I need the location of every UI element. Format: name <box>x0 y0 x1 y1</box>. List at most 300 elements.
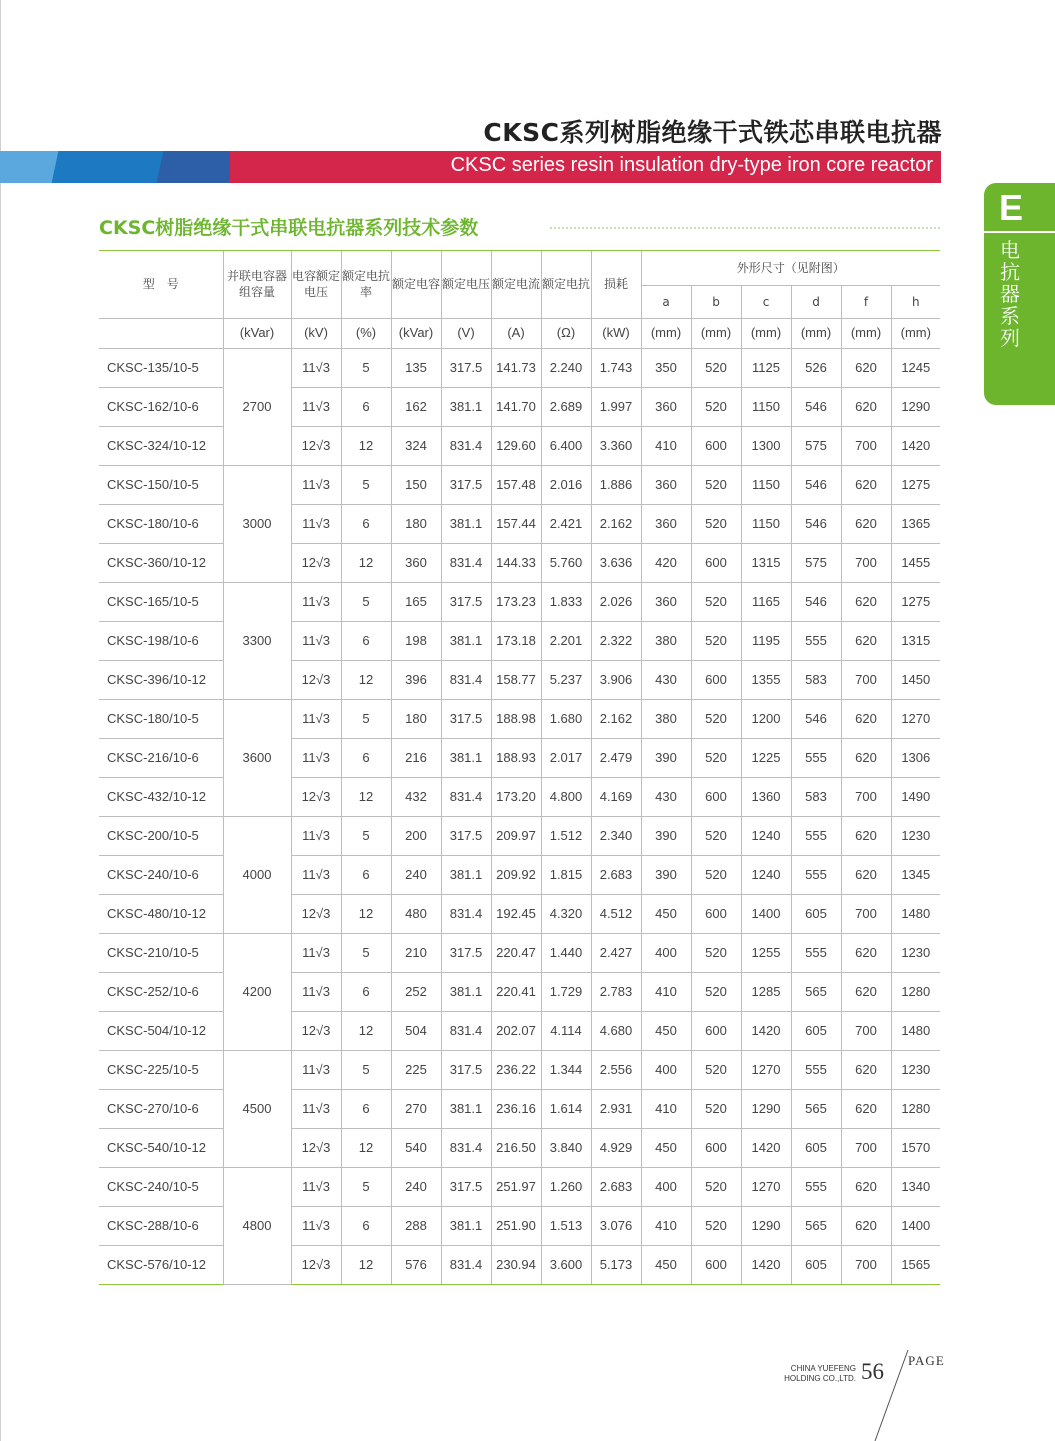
table-cell: 450 <box>641 1245 691 1284</box>
table-cell: 2.689 <box>541 387 591 426</box>
table-cell: 11√3 <box>291 855 341 894</box>
cell-model: CKSC-200/10-5 <box>99 816 223 855</box>
table-cell: 520 <box>691 699 741 738</box>
table-cell: 605 <box>791 894 841 933</box>
table-cell: 700 <box>841 777 891 816</box>
table-cell: 6 <box>341 621 391 660</box>
header-dimensions: 外形尺寸（见附图） <box>641 251 940 285</box>
table-cell: 173.18 <box>491 621 541 660</box>
table-cell: 5 <box>341 465 391 504</box>
unit-blank <box>99 318 223 348</box>
table-cell: 157.48 <box>491 465 541 504</box>
table-cell: 12 <box>341 660 391 699</box>
table-row <box>99 465 940 504</box>
table-cell: 700 <box>841 543 891 582</box>
table-cell: 12 <box>341 1011 391 1050</box>
table-cell: 216 <box>391 738 441 777</box>
table-cell: 5 <box>341 1050 391 1089</box>
unit-cell: (mm) <box>641 318 691 348</box>
table-cell: 209.92 <box>491 855 541 894</box>
table-cell: 605 <box>791 1128 841 1167</box>
table-cell: 1200 <box>741 699 791 738</box>
table-cell: 12 <box>341 543 391 582</box>
header-loss: 损耗 <box>591 251 641 318</box>
unit-cell: (mm) <box>841 318 891 348</box>
unit-cell: (mm) <box>691 318 741 348</box>
header-bank-capacity: 并联电容器组容量 <box>223 251 291 318</box>
table-cell: 6 <box>341 504 391 543</box>
table-cell: 129.60 <box>491 426 541 465</box>
table-cell: 1150 <box>741 465 791 504</box>
table-cell: 141.70 <box>491 387 541 426</box>
unit-cell: (V) <box>441 318 491 348</box>
table-cell: 220.47 <box>491 933 541 972</box>
table-cell: 1315 <box>741 543 791 582</box>
header-dim-c: c <box>741 285 791 318</box>
table-cell: 396 <box>391 660 441 699</box>
table-cell: 1.512 <box>541 816 591 855</box>
table-cell: 3.600 <box>541 1245 591 1284</box>
table-cell: 2.026 <box>591 582 641 621</box>
footer-company-line1: CHINA YUEFENG <box>790 1364 856 1373</box>
cell-model: CKSC-240/10-5 <box>99 1167 223 1206</box>
table-cell: 4.169 <box>591 777 641 816</box>
table-cell: 1275 <box>891 582 940 621</box>
table-cell: 150 <box>391 465 441 504</box>
table-row <box>99 699 940 738</box>
cell-model: CKSC-198/10-6 <box>99 621 223 660</box>
table-cell: 1.344 <box>541 1050 591 1089</box>
table-cell: 173.23 <box>491 582 541 621</box>
table-cell: 555 <box>791 1050 841 1089</box>
table-cell: 1245 <box>891 348 940 387</box>
header-rated-voltage: 额定电压 <box>441 251 491 318</box>
side-tab-divider <box>984 231 1055 233</box>
cell-model: CKSC-180/10-6 <box>99 504 223 543</box>
table-cell: 6 <box>341 855 391 894</box>
table-cell: 620 <box>841 972 891 1011</box>
cell-model: CKSC-396/10-12 <box>99 660 223 699</box>
table-cell: 410 <box>641 1206 691 1245</box>
table-cell: 520 <box>691 621 741 660</box>
table-cell: 12√3 <box>291 426 341 465</box>
table-cell: 288 <box>391 1206 441 1245</box>
table-cell: 2.322 <box>591 621 641 660</box>
table-cell: 700 <box>841 1245 891 1284</box>
table-cell: 317.5 <box>441 465 491 504</box>
table-cell: 520 <box>691 387 741 426</box>
table-cell: 1365 <box>891 504 940 543</box>
header-dim-a: a <box>641 285 691 318</box>
table-cell: 400 <box>641 933 691 972</box>
footer-company-line2: HOLDING CO.,LTD. <box>784 1374 856 1383</box>
table-cell: 4.680 <box>591 1011 641 1050</box>
cell-model: CKSC-540/10-12 <box>99 1128 223 1167</box>
table-cell: 381.1 <box>441 855 491 894</box>
table-cell: 236.16 <box>491 1089 541 1128</box>
table-cell: 2.162 <box>591 699 641 738</box>
table-cell: 1.833 <box>541 582 591 621</box>
table-cell: 1.743 <box>591 348 641 387</box>
table-cell: 1360 <box>741 777 791 816</box>
table-cell: 3.840 <box>541 1128 591 1167</box>
unit-cell: (%) <box>341 318 391 348</box>
table-cell: 188.93 <box>491 738 541 777</box>
table-cell: 12 <box>341 1245 391 1284</box>
table-cell: 5 <box>341 816 391 855</box>
table-cell: 410 <box>641 426 691 465</box>
table-cell: 620 <box>841 348 891 387</box>
side-category-tab[interactable] <box>984 183 1055 405</box>
page-title-en: CKSC series resin insulation dry-type iron core reactor <box>450 154 933 176</box>
table-row <box>99 582 940 621</box>
header-model: 型 号 <box>99 251 223 318</box>
table-cell: 831.4 <box>441 1128 491 1167</box>
table-cell: 12√3 <box>291 777 341 816</box>
table-cell: 605 <box>791 1011 841 1050</box>
table-cell: 831.4 <box>441 660 491 699</box>
cell-model: CKSC-324/10-12 <box>99 426 223 465</box>
table-cell: 526 <box>791 348 841 387</box>
table-cell: 11√3 <box>291 348 341 387</box>
header-cap-voltage: 电容额定电压 <box>291 251 341 318</box>
table-cell: 583 <box>791 777 841 816</box>
table-cell: 700 <box>841 1128 891 1167</box>
table-cell: 1.513 <box>541 1206 591 1245</box>
table-cell: 165 <box>391 582 441 621</box>
table-cell: 575 <box>791 426 841 465</box>
cell-model: CKSC-270/10-6 <box>99 1089 223 1128</box>
cell-model: CKSC-480/10-12 <box>99 894 223 933</box>
table-cell: 381.1 <box>441 621 491 660</box>
table-cell: 4.114 <box>541 1011 591 1050</box>
table-cell: 317.5 <box>441 582 491 621</box>
table-cell: 12 <box>341 1128 391 1167</box>
table-cell: 1225 <box>741 738 791 777</box>
table-cell: 620 <box>841 1050 891 1089</box>
table-cell: 1.997 <box>591 387 641 426</box>
table-cell: 400 <box>641 1167 691 1206</box>
page-label: PAGE <box>908 1353 945 1368</box>
table-cell: 12 <box>341 894 391 933</box>
table-cell: 6 <box>341 738 391 777</box>
table-cell: 1420 <box>741 1128 791 1167</box>
table-cell: 317.5 <box>441 816 491 855</box>
table-cell: 620 <box>841 816 891 855</box>
table-cell: 2.016 <box>541 465 591 504</box>
table-cell: 520 <box>691 816 741 855</box>
table-cell: 3.360 <box>591 426 641 465</box>
table-cell: 520 <box>691 1167 741 1206</box>
table-cell: 1420 <box>741 1245 791 1284</box>
spec-table <box>99 251 940 1285</box>
table-cell: 6 <box>341 1089 391 1128</box>
table-cell: 831.4 <box>441 426 491 465</box>
table-cell: 700 <box>841 894 891 933</box>
cell-model: CKSC-225/10-5 <box>99 1050 223 1089</box>
table-cell: 1345 <box>891 855 940 894</box>
table-cell: 380 <box>641 621 691 660</box>
table-cell: 220.41 <box>491 972 541 1011</box>
table-cell: 831.4 <box>441 543 491 582</box>
banner-stripe-dark-blue <box>157 151 239 183</box>
header-reactance-rate: 额定电抗率 <box>341 251 391 318</box>
cell-model: CKSC-210/10-5 <box>99 933 223 972</box>
table-cell: 2.556 <box>591 1050 641 1089</box>
table-cell: 555 <box>791 933 841 972</box>
table-cell: 600 <box>691 660 741 699</box>
cell-model: CKSC-288/10-6 <box>99 1206 223 1245</box>
table-cell: 520 <box>691 465 741 504</box>
table-cell: 2.683 <box>591 855 641 894</box>
table-cell: 520 <box>691 582 741 621</box>
table-cell: 1285 <box>741 972 791 1011</box>
table-cell: 430 <box>641 660 691 699</box>
table-cell: 520 <box>691 972 741 1011</box>
table-cell: 620 <box>841 582 891 621</box>
table-cell: 12√3 <box>291 1245 341 1284</box>
table-cell: 1240 <box>741 816 791 855</box>
table-cell: 2.162 <box>591 504 641 543</box>
table-cell: 3.636 <box>591 543 641 582</box>
table-cell: 430 <box>641 777 691 816</box>
table-cell: 2.421 <box>541 504 591 543</box>
table-cell: 11√3 <box>291 1089 341 1128</box>
table-cell: 209.97 <box>491 816 541 855</box>
table-cell: 240 <box>391 855 441 894</box>
cell-model: CKSC-180/10-5 <box>99 699 223 738</box>
table-cell: 1165 <box>741 582 791 621</box>
table-cell: 1290 <box>741 1206 791 1245</box>
table-cell: 520 <box>691 933 741 972</box>
table-cell: 12 <box>341 777 391 816</box>
table-cell: 1480 <box>891 894 940 933</box>
cell-bank-capacity: 4200 <box>223 933 291 1050</box>
table-cell: 3.076 <box>591 1206 641 1245</box>
header-dim-d: d <box>791 285 841 318</box>
header-dim-f: f <box>841 285 891 318</box>
table-cell: 141.73 <box>491 348 541 387</box>
table-cell: 520 <box>691 1206 741 1245</box>
table-cell: 1.886 <box>591 465 641 504</box>
table-cell: 1490 <box>891 777 940 816</box>
table-cell: 546 <box>791 582 841 621</box>
table-cell: 317.5 <box>441 699 491 738</box>
table-cell: 1300 <box>741 426 791 465</box>
table-cell: 360 <box>391 543 441 582</box>
cell-model: CKSC-360/10-12 <box>99 543 223 582</box>
table-cell: 4.800 <box>541 777 591 816</box>
table-cell: 520 <box>691 348 741 387</box>
table-cell: 390 <box>641 816 691 855</box>
cell-model: CKSC-162/10-6 <box>99 387 223 426</box>
table-cell: 410 <box>641 1089 691 1128</box>
table-cell: 546 <box>791 504 841 543</box>
table-cell: 600 <box>691 1128 741 1167</box>
cell-bank-capacity: 3300 <box>223 582 291 699</box>
table-cell: 555 <box>791 855 841 894</box>
table-cell: 565 <box>791 1089 841 1128</box>
table-cell: 317.5 <box>441 1050 491 1089</box>
table-cell: 576 <box>391 1245 441 1284</box>
table-cell: 1.680 <box>541 699 591 738</box>
table-cell: 555 <box>791 816 841 855</box>
table-cell: 12√3 <box>291 660 341 699</box>
cell-model: CKSC-150/10-5 <box>99 465 223 504</box>
table-cell: 11√3 <box>291 816 341 855</box>
table-cell: 1275 <box>891 465 940 504</box>
table-cell: 6 <box>341 1206 391 1245</box>
unit-cell: (Ω) <box>541 318 591 348</box>
table-cell: 546 <box>791 465 841 504</box>
table-cell: 620 <box>841 1089 891 1128</box>
table-cell: 700 <box>841 426 891 465</box>
table-cell: 1195 <box>741 621 791 660</box>
table-cell: 1280 <box>891 1089 940 1128</box>
table-cell: 520 <box>691 504 741 543</box>
table-cell: 620 <box>841 738 891 777</box>
table-cell: 6 <box>341 972 391 1011</box>
table-cell: 620 <box>841 699 891 738</box>
table-cell: 12√3 <box>291 543 341 582</box>
table-cell: 575 <box>791 543 841 582</box>
table-cell: 700 <box>841 1011 891 1050</box>
table-cell: 605 <box>791 1245 841 1284</box>
table-cell: 5.760 <box>541 543 591 582</box>
table-cell: 831.4 <box>441 1245 491 1284</box>
table-cell: 192.45 <box>491 894 541 933</box>
table-cell: 520 <box>691 1050 741 1089</box>
table-cell: 600 <box>691 894 741 933</box>
table-cell: 12 <box>341 426 391 465</box>
table-cell: 555 <box>791 1167 841 1206</box>
table-cell: 11√3 <box>291 699 341 738</box>
table-cell: 317.5 <box>441 933 491 972</box>
table-cell: 1565 <box>891 1245 940 1284</box>
table-cell: 162 <box>391 387 441 426</box>
table-cell: 2.240 <box>541 348 591 387</box>
table-cell: 600 <box>691 1011 741 1050</box>
table-cell: 2.479 <box>591 738 641 777</box>
table-cell: 240 <box>391 1167 441 1206</box>
table-cell: 350 <box>641 348 691 387</box>
cell-model: CKSC-135/10-5 <box>99 348 223 387</box>
table-cell: 1150 <box>741 504 791 543</box>
unit-cell: (kVar) <box>391 318 441 348</box>
cell-bank-capacity: 3000 <box>223 465 291 582</box>
table-cell: 620 <box>841 1206 891 1245</box>
table-cell: 317.5 <box>441 348 491 387</box>
table-cell: 251.97 <box>491 1167 541 1206</box>
side-tab-label: 电抗器系列 <box>1000 238 1020 350</box>
table-cell: 11√3 <box>291 933 341 972</box>
table-cell: 158.77 <box>491 660 541 699</box>
page-title-cn: CKSC系列树脂绝缘干式铁芯串联电抗器 <box>483 118 942 147</box>
unit-cell: (A) <box>491 318 541 348</box>
table-cell: 11√3 <box>291 1167 341 1206</box>
table-cell: 565 <box>791 1206 841 1245</box>
table-cell: 12√3 <box>291 1011 341 1050</box>
table-cell: 4.512 <box>591 894 641 933</box>
table-cell: 600 <box>691 1245 741 1284</box>
table-cell: 188.98 <box>491 699 541 738</box>
table-cell: 11√3 <box>291 582 341 621</box>
cell-bank-capacity: 4500 <box>223 1050 291 1167</box>
table-cell: 1420 <box>891 426 940 465</box>
table-cell: 135 <box>391 348 441 387</box>
table-row <box>99 933 940 972</box>
table-cell: 400 <box>641 1050 691 1089</box>
table-cell: 144.33 <box>491 543 541 582</box>
table-cell: 180 <box>391 504 441 543</box>
table-cell: 210 <box>391 933 441 972</box>
page-number: 56 <box>861 1359 884 1384</box>
table-cell: 1.260 <box>541 1167 591 1206</box>
table-cell: 1150 <box>741 387 791 426</box>
table-cell: 380 <box>641 699 691 738</box>
table-cell: 600 <box>691 777 741 816</box>
table-cell: 200 <box>391 816 441 855</box>
cell-bank-capacity: 3600 <box>223 699 291 816</box>
table-cell: 1270 <box>741 1167 791 1206</box>
table-cell: 11√3 <box>291 387 341 426</box>
cell-model: CKSC-240/10-6 <box>99 855 223 894</box>
table-cell: 1125 <box>741 348 791 387</box>
table-cell: 620 <box>841 621 891 660</box>
table-cell: 2.427 <box>591 933 641 972</box>
table-cell: 1270 <box>891 699 940 738</box>
table-cell: 390 <box>641 855 691 894</box>
table-cell: 600 <box>691 426 741 465</box>
table-cell: 11√3 <box>291 738 341 777</box>
section-title-dotted-rule <box>550 227 940 229</box>
table-cell: 2.017 <box>541 738 591 777</box>
table-cell: 620 <box>841 465 891 504</box>
table-cell: 317.5 <box>441 1167 491 1206</box>
section-title: CKSC树脂绝缘干式串联电抗器系列技术参数 <box>99 217 479 239</box>
header-rated-reactance: 额定电抗 <box>541 251 591 318</box>
table-cell: 390 <box>641 738 691 777</box>
table-cell: 381.1 <box>441 504 491 543</box>
table-cell: 831.4 <box>441 1011 491 1050</box>
table-cell: 12√3 <box>291 1128 341 1167</box>
table-cell: 546 <box>791 387 841 426</box>
table-cell: 1.614 <box>541 1089 591 1128</box>
table-cell: 251.90 <box>491 1206 541 1245</box>
table-cell: 480 <box>391 894 441 933</box>
table-cell: 555 <box>791 738 841 777</box>
table-cell: 2.931 <box>591 1089 641 1128</box>
table-cell: 1.440 <box>541 933 591 972</box>
table-cell: 450 <box>641 1011 691 1050</box>
table-cell: 5 <box>341 933 391 972</box>
table-cell: 1450 <box>891 660 940 699</box>
table-cell: 225 <box>391 1050 441 1089</box>
table-cell: 1480 <box>891 1011 940 1050</box>
table-cell: 1570 <box>891 1128 940 1167</box>
spec-table-body <box>99 348 940 1284</box>
table-cell: 198 <box>391 621 441 660</box>
table-cell: 620 <box>841 504 891 543</box>
table-cell: 1230 <box>891 816 940 855</box>
table-cell: 2.340 <box>591 816 641 855</box>
table-cell: 1290 <box>891 387 940 426</box>
table-cell: 600 <box>691 543 741 582</box>
table-cell: 1400 <box>741 894 791 933</box>
cell-model: CKSC-252/10-6 <box>99 972 223 1011</box>
table-cell: 11√3 <box>291 1050 341 1089</box>
table-cell: 1.729 <box>541 972 591 1011</box>
